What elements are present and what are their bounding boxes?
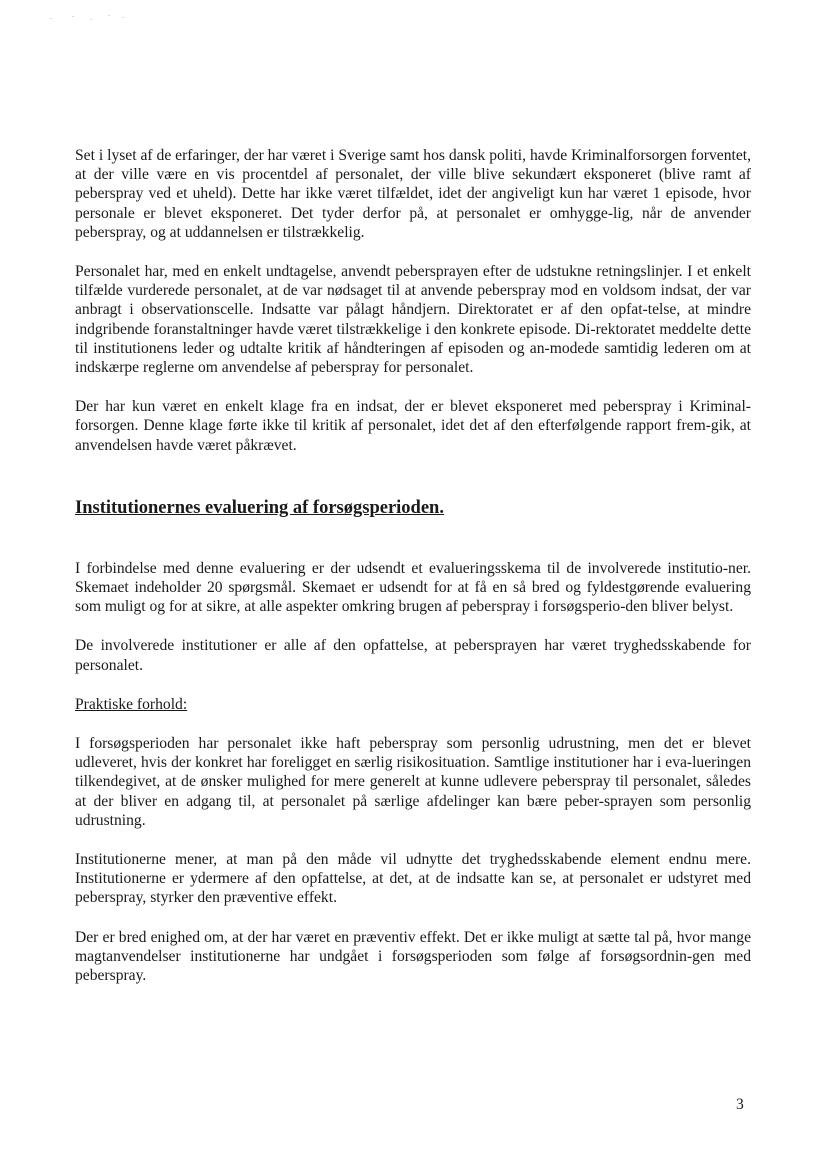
paragraph-2: Personalet har, med en enkelt undtagelse, anvendt pebersprayen efter de udstukne retningslinjer. I et enkelt tilfælde vurderede personalet, at de var nødsaget til at anvende peberspray mod en voldsom indsat, der var anbragt i observationscelle. Indsatte var pålagt håndjern. Direktoratet er af den opfat-telse, at mindre indgribende foranstaltninger havde været tilstrækkelige i den konkrete episode. Di-rektoratet meddelte dette til institutionens leder og udtalte kritik af håndteringen af episoden og an-modede samtidig lederen om at indskærpe reglerne om anvendelse af peberspray for personalet. <box>75 263 751 377</box>
sub-paragraph-1: I forsøgsperioden har personalet ikke haft peberspray som personlig udrustning, men det er blevet udleveret, hvis der konkret har foreligget en særlig risikosituation. Samtlige institutioner har i eva-lueringen tilkendegivet, at de ønsker mulighed for mere generelt at kunne udlevere peberspray til personalet, således at der bliver en adgang til, at personalet på særlige afdelinger kan bære peber-sprayen som personlig udrustning. <box>75 735 751 829</box>
section-paragraph-2: De involverede institutioner er alle af den opfattelse, at pebersprayen har været tryghedsskabende for personalet. <box>75 637 751 674</box>
sub-paragraph-2: Institutionerne mener, at man på den måde vil udnytte det tryghedsskabende element endnu mere. Institutionerne er ydermere af den opfattelse, at det, at de indsatte kan se, at personalet er udstyret med peberspray, styrker den præventive effekt. <box>75 851 751 907</box>
scan-specks <box>50 14 130 22</box>
document-body <box>75 146 751 985</box>
page-number: 3 <box>736 1096 744 1113</box>
paragraph-1: Set i lyset af de erfaringer, der har været i Sverige samt hos dansk politi, havde Kriminalforsorgen forventet, at der ville være en vis procentdel af personalet, der ville blive sekundært eksponeret (blive ramt af peberspray ved et uheld). Dette har ikke været tilfældet, idet der angiveligt kun har været 1 episode, hvor personale er blevet eksponeret. Det tyder derfor på, at personalet er omhygge-lig, når de anvender peberspray, og at uddannelsen er tilstrækkelig. <box>75 147 751 241</box>
section-paragraph-1: I forbindelse med denne evaluering er der udsendt et evalueringsskema til de involverede institutio-ner. Skemaet indeholder 20 spørgsmål. Skemaet er udsendt for at få en så bred og fyldestgørende evaluering som muligt og for at sikre, at alle aspekter omkring brugen af peberspray i forsøgsperio-den bliver belyst. <box>75 559 751 616</box>
paragraph-3: Der har kun været en enkelt klage fra en indsat, der er blevet eksponeret med peberspray i Kriminal-forsorgen. Denne klage førte ikke til kritik af personalet, idet det af den efterfølgende rapport frem-gik, at anvendelsen havde været påkrævet. <box>75 398 751 454</box>
subheading-praktiske-forhold: Praktiske forhold: <box>75 695 188 713</box>
section-heading: Institutionernes evaluering af forsøgsperioden. <box>75 497 444 518</box>
sub-paragraph-3: Der er bred enighed om, at der har været en præventiv effekt. Det er ikke muligt at sætte tal på, hvor mange magtanvendelser institutionerne har undgået i forsøgsperioden som følge af forsøgsordnin-gen med peberspray. <box>75 928 751 985</box>
